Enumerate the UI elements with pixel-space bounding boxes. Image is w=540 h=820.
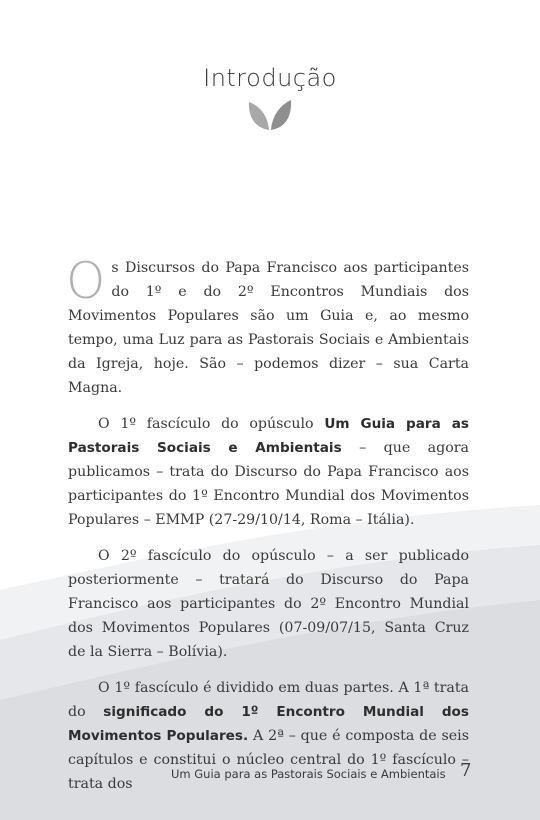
paragraph: [66, 252, 469, 400]
text-run: – que agora publicamos – trata do Discurso do Papa Francisco aos participantes do 1º Encontro Mundial dos Movimentos Populares – EMMP (27-29/10/14, Roma – Itália).: [68, 440, 469, 528]
text-run: A 2ª – que é composta de seis capítulos e constitui o núcleo central do 1º fascículo – trata dos: [68, 728, 469, 792]
text-run: O 1º fascículo é dividido em duas partes. A 1ª trata do: [68, 680, 469, 720]
paragraph: [68, 412, 469, 532]
bold-text: significado do 1º Encontro Mundial dos Movimentos Populares.: [68, 704, 469, 744]
body-text: [66, 252, 472, 808]
drop-cap: O: [66, 252, 106, 310]
text-run: O 1º fascículo do opúsculo: [98, 416, 325, 432]
paragraph: [68, 544, 469, 664]
text-run: O 2º fascículo do opúsculo – a ser publicado posteriormente – tratará do Discurso do Papa Francisco aos participantes do 2º Encontro Mundial dos Movimentos Populares (07-09/07/15, Santa Cruz de la Sierra – Bolívia).: [68, 548, 469, 660]
text-run: s Discursos do Papa Francisco aos participantes do 1º e do 2º Encontros Mundiais dos Movimentos Populares são um Guia e, ao mesmo tempo, uma Luz para as Pastorais Sociais e Ambientais da Igreja, hoje. São – podemos dizer – sua Carta Magna.: [68, 260, 469, 396]
chapter-title: Introdução: [203, 64, 337, 92]
running-footer-title: Um Guia para as Pastorais Sociais e Ambientais: [171, 767, 446, 781]
page-number: 7: [460, 760, 472, 781]
bold-text: Um Guia para as Pastorais Sociais e Ambientais: [68, 416, 470, 456]
leaf-ornament-icon: [246, 96, 294, 132]
